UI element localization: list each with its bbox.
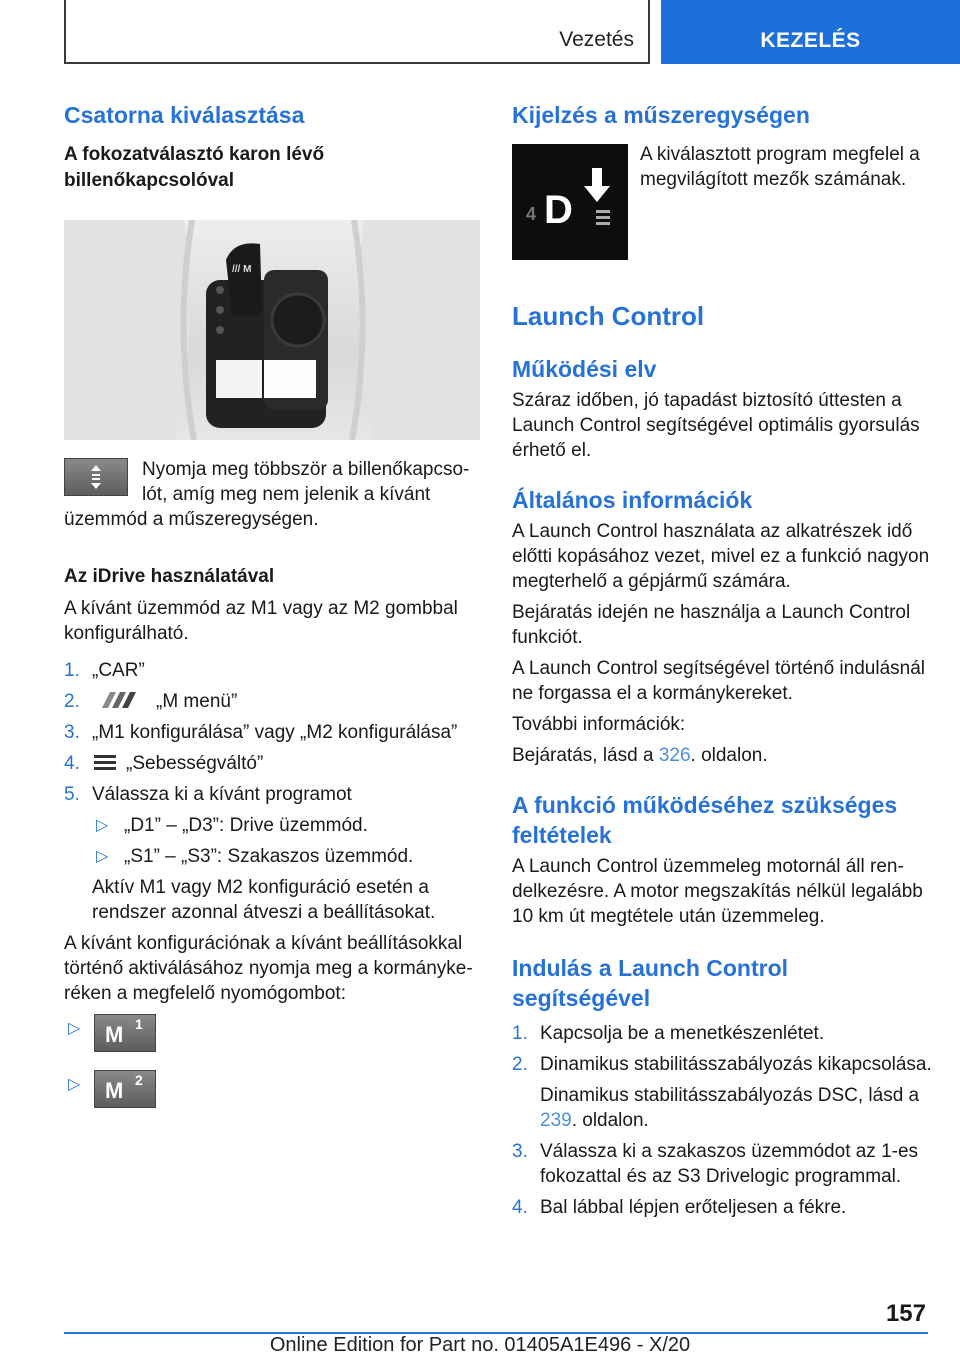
rocker-switch-icon [64,458,128,496]
display-heading: Kijelzés a műszeregységen [512,102,810,128]
general-info-heading: Általános információk [512,487,753,513]
m2-button-icon: M 2 [94,1070,156,1108]
list-item: ▷ „D1” – „D3”: Drive üzemmód. [96,815,368,836]
list-item: ▷ „S1” – „S3”: Szakaszos üzemmód. [96,846,414,867]
page-link-326[interactable]: 326 [658,745,691,766]
list-item: 2. Dinamikus stabilitásszabályozás kikapcsolása. Dinamikus stabilitásszabályozás DSC, lásd a 239. oldalon. [512,1054,932,1131]
svg-text:/// M: /// M [232,264,252,275]
list-item: 5. Válassza ki a kívánt programot ▷ „D1” – „D3”: Drive üzemmód. ▷ „S1” – „S3”: Szakaszos üzemmód. Aktív M1 vagy M2 konfiguráció esetén a rendszer azonnal átveszi a beállításokat. [64,782,482,925]
rocker-instruction [64,458,482,524]
edition-footer: Online Edition for Part no. 01405A1E496 - X/20 [269,1334,691,1356]
general-text-2: Bejáratás idején ne használja a Launch Control funkciót. [512,602,911,648]
left-column [64,100,482,1126]
m2-button-row [64,1070,482,1126]
idrive-steps [64,658,482,925]
start-steps [512,1021,932,1220]
chapter-title: KEZELÉS [760,29,861,52]
page-link-239[interactable]: 239 [540,1110,572,1131]
general-text-3: A Launch Control segítségével történő indulásnál ne forgassa el a kormánykereket. [512,658,925,704]
idrive-text: A kívánt üzemmód az M1 vagy az M2 gombbal konfigurálható. [64,598,458,644]
program-options [92,813,482,869]
display-4d-icon: 4 D [512,144,628,260]
rocker-text-line-3: üzemmód a műszeregységen. [64,509,319,530]
start-heading: Indulás a Launch Control segítségével [512,955,789,1011]
idrive-heading: Az iDrive használatával [64,566,275,587]
display-block [512,144,932,274]
rocker-subheading: A fokozatválasztó karon lévő billenőkapcsolóval [64,144,325,191]
wheel-button-text: A kívánt konfigurációnak a kívánt beállításokkal történő aktiválásához nyomja meg a kormányke-réken a megfelelő nyomógombot: [64,933,473,1004]
bullet-triangle-icon: ▷ [68,1020,81,1037]
gear-selector-photo [64,220,480,440]
bullet-triangle-icon: ▷ [68,1076,81,1093]
step5-note: Aktív M1 vagy M2 konfiguráció esetén a rendszer azonnal átveszi a beállításokat. [92,877,436,923]
list-item: 4. „Sebességváltó” [64,753,264,774]
header-chapter-box [661,0,960,64]
list-item: 1. Kapcsolja be a menetkészenlétet. [512,1023,825,1044]
m-menu-icon [92,690,148,710]
general-text-1: A Launch Control használata az alkatrészek idő előtti kopásához vezet, mivel ez a funkció nagyon megterhelő a gépjármű számára. [512,521,930,592]
channel-select-heading: Csatorna kiválasztása [64,102,305,128]
right-column [512,100,932,1226]
rocker-text-line-1: Nyomja meg többször a billenőkapcso- [142,459,470,480]
list-item: 3. Válassza ki a szakaszos üzemmódot az 1-es fokozattal és az S3 Drivelogic programmal. [512,1141,919,1187]
conditions-text: A Launch Control üzemmeleg motornál áll ren-delkezésre. A motor megszakítás nélkül legalább 10 km út megtétele után üzemmeleg. [512,856,923,927]
m1-button-icon: M 1 [94,1014,156,1052]
list-item: 4. Bal lábbal lépjen erőteljesen a fékre. [512,1197,847,1218]
display-text: A kiválasztott program megfelel a megvilágított mezők számának. [640,144,920,190]
list-item: 2. „M menü” [64,691,238,712]
m1-button-row [64,1014,482,1070]
general-text-4: További információk: [512,714,686,735]
step2-note: Dinamikus stabilitásszabályozás DSC, lásd a 239. oldalon. [540,1085,920,1131]
page-number: 157 [885,1300,926,1327]
section-title: Vezetés [559,28,634,51]
list-item: 3. „M1 konfigurálása” vagy „M2 konfigurálása” [64,722,458,743]
list-item: 1. „CAR” [64,660,145,681]
principle-heading: Működési elv [512,356,657,382]
transmission-icon [92,752,118,772]
launch-control-heading: Launch Control [512,301,705,331]
header-section-box [64,0,650,64]
general-text-5: Bejáratás, lásd a 326. oldalon. [512,745,768,766]
principle-text: Száraz időben, jó tapadást biztosító úttesten a Launch Control segítségével optimális gyorsulás érhető el. [512,390,920,461]
rocker-text-line-2: lót, amíg meg nem jelenik a kívánt [142,484,431,505]
conditions-heading: A funkció működéséhez szükséges feltételek [512,792,898,848]
